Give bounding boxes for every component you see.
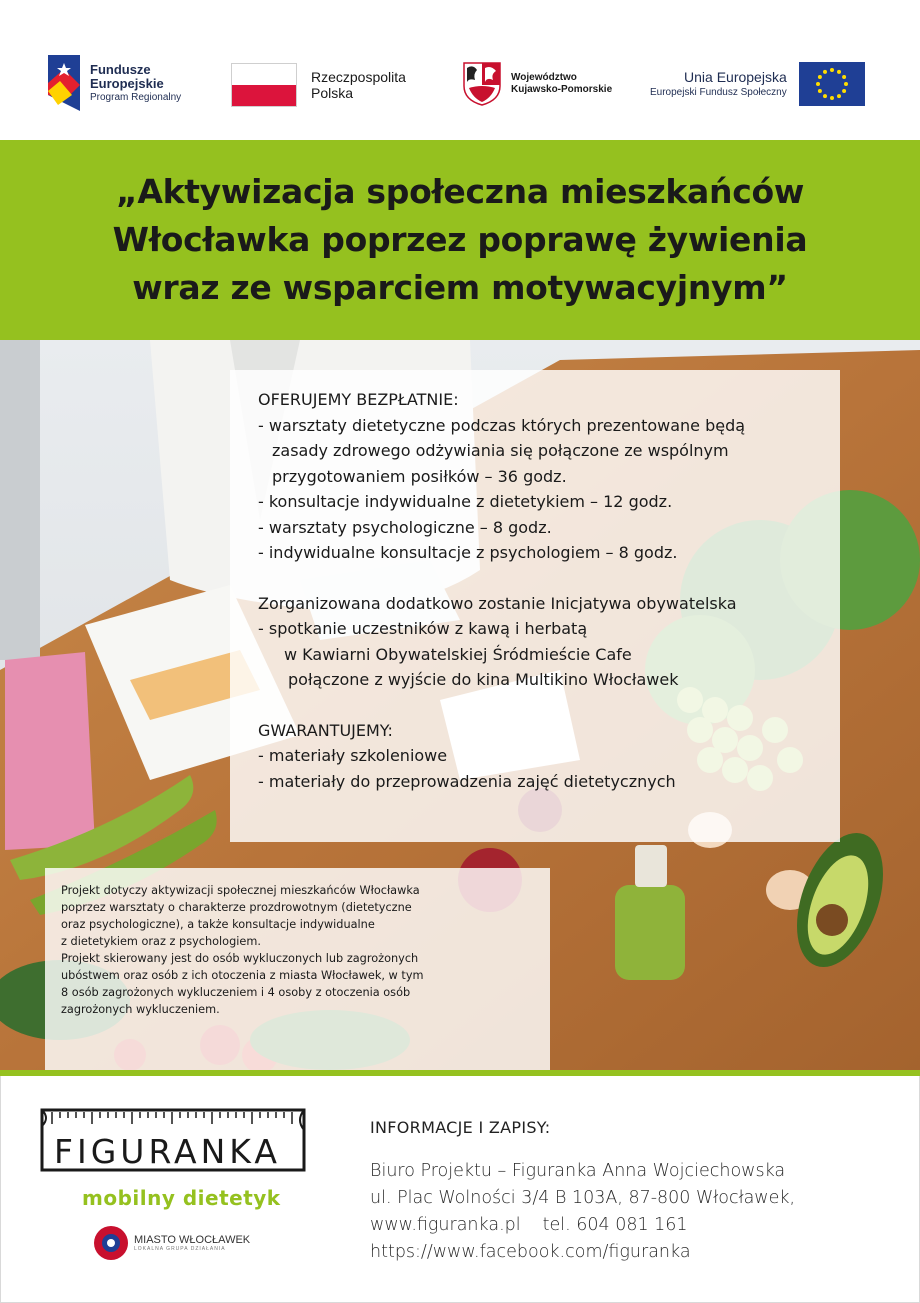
fe-line2: Europejskie: [90, 76, 164, 92]
title-line-2: Włocławka poprzez poprawę żywienia: [112, 220, 808, 260]
info-line: 8 osób zagrożonych wykluczeniem i 4 osoby z otoczenia osób: [61, 986, 411, 999]
info-line: ubóstwem oraz osób z ich otoczenia z miasta Włocławek, w tym: [61, 969, 424, 982]
miasto-emblem-icon: [92, 1224, 130, 1262]
eu-star: [842, 75, 846, 79]
project-info-panel: [45, 868, 550, 1073]
pl-line1: Rzeczpospolita: [311, 68, 406, 85]
offer-heading: OFERUJEMY BEZPŁATNIE:: [258, 390, 459, 409]
ue-line2: Europejski Fundusz Społeczny: [650, 86, 787, 98]
coat-of-arms-icon: [463, 62, 501, 106]
title-line-3: wraz ze wsparciem motywacyjnym”: [132, 267, 788, 307]
eu-star: [830, 96, 834, 100]
contact-section: [370, 1118, 795, 1266]
offer-item-4: - indywidualne konsultacje z psychologiem – 8 godz.: [258, 543, 678, 562]
poster-title: [113, 168, 808, 312]
info-line: poprzez warsztaty o charakterze prozdrowotnym (dietetyczne: [61, 901, 412, 914]
eu-star: [818, 75, 822, 79]
info-line: Projekt skierowany jest do osób wykluczonych lub zagrożonych: [61, 952, 419, 965]
kp-line2: Kujawsko-Pomorskie: [511, 84, 613, 95]
fe-line1: Fundusze: [90, 61, 151, 77]
pl-line2: Polska: [311, 85, 354, 101]
contact-office: Biuro Projektu – Figuranka Anna Wojciechowska: [370, 1161, 786, 1181]
eu-star: [844, 82, 848, 86]
offer-item-3: - warsztaty psychologiczne – 8 godz.: [258, 517, 552, 537]
contact-address: ul. Plac Wolności 3/4 B 103A, 87-800 Włocławek,: [370, 1188, 796, 1208]
brand-name: FIGURANKA: [54, 1132, 281, 1171]
title-band: [0, 140, 920, 340]
rzeczpospolita-polska-logo: [231, 63, 406, 107]
ue-line1: Unia Europejska: [684, 69, 787, 85]
eu-star: [837, 70, 841, 74]
partner-name: MIASTO WŁOCŁAWEK: [134, 1234, 251, 1246]
fe-line3: Program Regionalny: [90, 91, 182, 103]
guarantee-item-1: - materiały szkoleniowe: [258, 746, 448, 765]
phone-number[interactable]: tel. 604 081 161: [542, 1215, 688, 1235]
guarantee-heading: GWARANTUJEMY:: [258, 720, 393, 740]
info-line: zagrożonych wykluczeniem.: [61, 1003, 220, 1016]
eu-star: [818, 89, 822, 93]
website-link[interactable]: www.figuranka.pl: [370, 1215, 521, 1235]
info-line: z dietetykiem oraz z psychologiem.: [61, 935, 261, 948]
contact-web-phone: [370, 1212, 795, 1239]
offer-item-1-cont-a: zasady zdrowego odżywiania się połączone ze wspólnym: [272, 441, 729, 460]
eu-star: [823, 70, 827, 74]
brand-tagline: mobilny dietetyk: [82, 1186, 281, 1210]
offer-item-1: - warsztaty dietetyczne podczas których prezentowane będą: [258, 415, 746, 435]
initiative-item-cont-b: połączone z wyjście do kina Multikino Włocławek: [288, 670, 679, 689]
sponsor-logos-bar: [0, 0, 920, 140]
eu-star: [837, 94, 841, 98]
polish-flag-icon: [231, 63, 297, 107]
kujawsko-pomorskie-logo: [463, 62, 612, 106]
offer-panel: [230, 370, 840, 842]
fundusze-europejskie-logo: [48, 55, 181, 111]
measuring-tape-icon: [40, 1108, 306, 1178]
fe-stars-icon: [48, 55, 80, 111]
miasto-wloclawek-logo: [92, 1224, 250, 1262]
contact-heading: INFORMACJE I ZAPISY:: [370, 1118, 551, 1137]
title-line-1: „Aktywizacja społeczna mieszkańców: [115, 172, 805, 212]
unia-europejska-logo: [650, 62, 865, 106]
offer-item-1-cont-b: przygotowaniem posiłków – 36 godz.: [272, 466, 567, 486]
facebook-link[interactable]: https://www.facebook.com/figuranka: [370, 1242, 691, 1262]
eu-star: [842, 89, 846, 93]
eu-star: [823, 94, 827, 98]
eu-star: [816, 82, 820, 86]
divider-line: [0, 1070, 920, 1076]
info-line: Projekt dotyczy aktywizacji społecznej mieszkańców Włocławka: [61, 884, 420, 897]
info-line: oraz psychologiczne), a także konsultacje indywidualne: [61, 918, 375, 931]
figuranka-logo: [40, 1108, 320, 1210]
partner-subtitle: LOKALNA GRUPA DZIAŁANIA: [134, 1246, 226, 1252]
guarantee-item-2: - materiały do przeprowadzenia zajęć dietetycznych: [258, 771, 676, 791]
kp-line1: Województwo: [511, 72, 577, 83]
eu-star: [830, 68, 834, 72]
initiative-item-cont-a: w Kawiarni Obywatelskiej Śródmieście Cafe: [284, 644, 632, 664]
offer-item-2: - konsultacje indywidualne z dietetykiem – 12 godz.: [258, 492, 673, 511]
eu-flag-icon: [799, 62, 865, 106]
initiative-heading: Zorganizowana dodatkowo zostanie Inicjatywa obywatelska: [258, 593, 737, 613]
initiative-item: - spotkanie uczestników z kawą i herbatą: [258, 619, 588, 638]
